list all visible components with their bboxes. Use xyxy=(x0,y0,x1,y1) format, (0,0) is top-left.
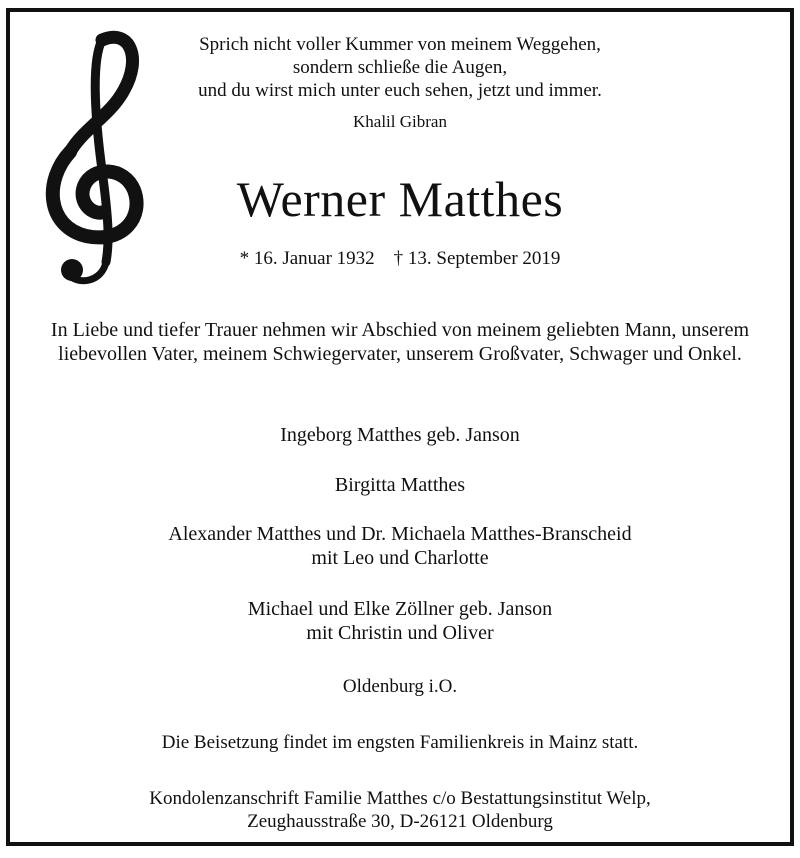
intro-line-2: liebevollen Vater, meinem Schwiegervater, unserem Großvater, Schwager und Onkel. xyxy=(58,343,742,365)
family-member-2: Birgitta Matthes xyxy=(334,474,466,496)
family-member-4: Michael und Elke Zöllner geb. Janson xyxy=(247,598,553,620)
place: Oldenburg i.O. xyxy=(342,676,458,697)
family-member-3-children: mit Leo und Charlotte xyxy=(311,547,489,569)
condolence-line-2: Zeughausstraße 30, D-26121 Oldenburg xyxy=(247,811,553,832)
family-member-1: Ingeborg Matthes geb. Janson xyxy=(280,424,520,446)
intro-line-1: In Liebe und tiefer Trauer nehmen wir Abschied von meinem geliebten Mann, unserem xyxy=(50,319,750,341)
family-member-3: Alexander Matthes und Dr. Michaela Matthes-Branscheid xyxy=(168,523,632,545)
quote-line-1: Sprich nicht voller Kummer von meinem Weggehen, xyxy=(199,34,601,55)
deceased-dates: * 16. Januar 1932 † 13. September 2019 xyxy=(239,248,561,269)
condolence-line-1: Kondolenzanschrift Familie Matthes c/o Bestattungsinstitut Welp, xyxy=(149,788,651,809)
deceased-name: Werner Matthes xyxy=(236,171,564,227)
burial-notice: Die Beisetzung findet im engsten Familienkreis in Mainz statt. xyxy=(161,732,639,753)
family-member-4-children: mit Christin und Oliver xyxy=(306,622,494,644)
quote-line-3: und du wirst mich unter euch sehen, jetzt und immer. xyxy=(198,80,602,101)
treble-clef-icon xyxy=(40,30,150,292)
quote-author: Khalil Gibran xyxy=(353,112,447,131)
quote-line-2: sondern schließe die Augen, xyxy=(292,57,508,78)
